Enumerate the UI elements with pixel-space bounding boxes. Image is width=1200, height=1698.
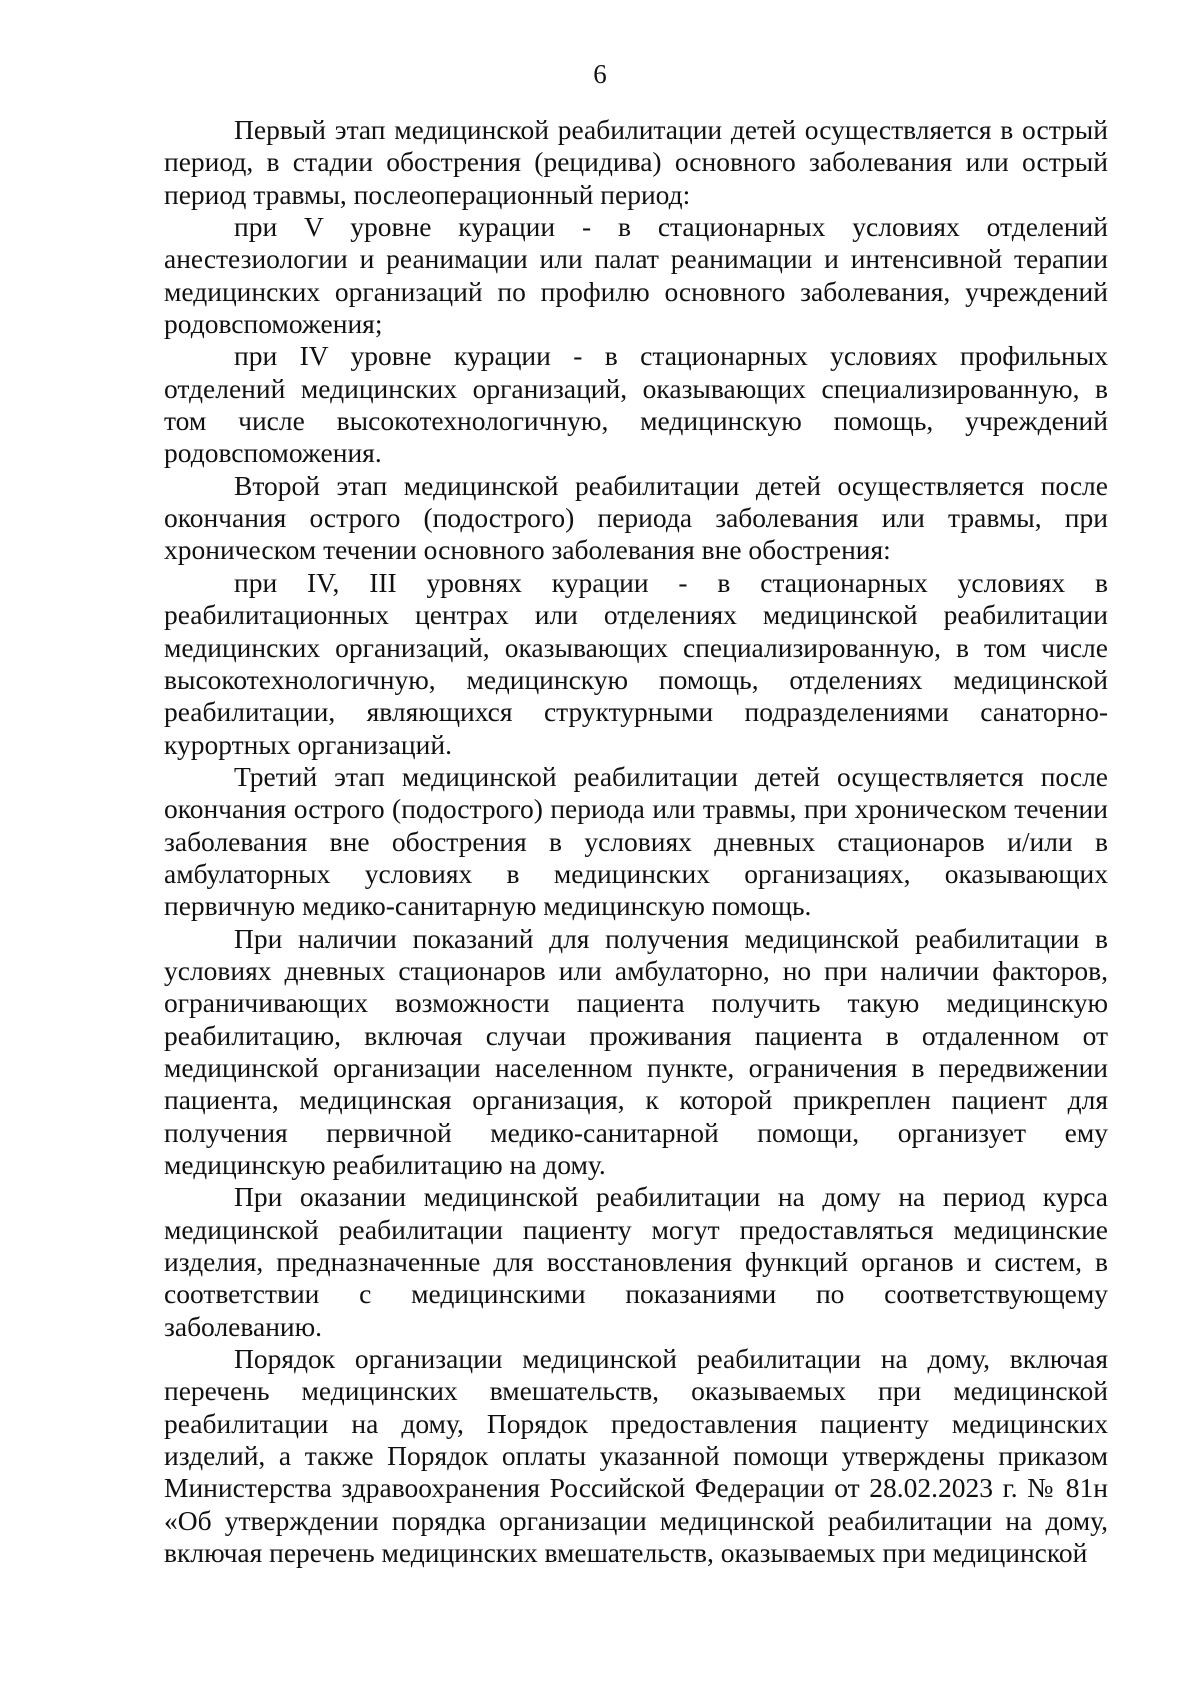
paragraph-stage-one-level-iv: при IV уровне курации - в стационарных условиях профильных отделений медицинских организаций, оказывающих специализированную, в том числе высокотехнологичную, медицинскую помощь, учреждений родовспоможения. — [164, 340, 1108, 469]
page-number: 6 — [593, 59, 607, 89]
paragraph-stage-two: Второй этап медицинской реабилитации детей осуществляется после окончания острого (подострого) периода заболевания или травмы, при хроническом течении основного заболевания вне обострения: — [164, 469, 1108, 566]
paragraph-procedure-order: Порядок организации медицинской реабилитации на дому, включая перечень медицинских вмешательств, оказываемых при медицинской реабилитации на дому, Порядок предоставления пациенту медицинских изделий, а также Порядок оплаты указанной помощи утверждены приказом Министерства здравоохранения Российской Федерации от 28.02.2023 г. № 81н «Об утверждении порядка организации медицинской реабилитации на дому, включая перечень медицинских вмешательств, оказываемых при медицинской — [164, 1343, 1108, 1569]
paragraph-stage-three: Третий этап медицинской реабилитации детей осуществляется после окончания острого (подострого) периода или травмы, при хроническом течении заболевания вне обострения в условиях дневных стационаров и/или в амбулаторных условиях в медицинских организациях, оказывающих первичную медико-санитарную медицинскую помощь. — [164, 760, 1108, 922]
paragraph-home-rehabilitation: При наличии показаний для получения медицинской реабилитации в условиях дневных стационаров или амбулаторно, но при наличии факторов, ограничивающих возможности пациента получить такую медицинскую реабилитацию, включая случаи проживания пациента в отдаленном от медицинской организации населенном пункте, ограничения в передвижении пациента, медицинская организация, к которой прикреплен пациент для получения первичной медико-санитарной помощи, организует ему медицинскую реабилитацию на дому. — [164, 922, 1108, 1180]
paragraph-stage-one-level-v: при V уровне курации - в стационарных условиях отделений анестезиологии и реанимации или палат реанимации и интенсивной терапии медицинских организаций по профилю основного заболевания, учреждений родовспоможения; — [164, 211, 1108, 340]
paragraph-stage-one: Первый этап медицинской реабилитации детей осуществляется в острый период, в стадии обострения (рецидива) основного заболевания или острый период травмы, послеоперационный период: — [164, 114, 1108, 210]
paragraph-stage-two-levels: при IV, III уровнях курации - в стационарных условиях в реабилитационных центрах или отделениях медицинской реабилитации медицинских организаций, оказывающих специализированную, в том числе высокотехнологичную, медицинскую помощь, отделениях медицинской реабилитации, являющихся структурными подразделениями санаторно-курортных организаций. — [164, 566, 1108, 760]
document-body — [164, 114, 1108, 1569]
paragraph-medical-devices: При оказании медицинской реабилитации на дому на период курса медицинской реабилитации пациенту могут предоставляться медицинские изделия, предназначенные для восстановления функций органов и систем, в соответствии с медицинскими показаниями по соответствующему заболеванию. — [164, 1181, 1108, 1342]
